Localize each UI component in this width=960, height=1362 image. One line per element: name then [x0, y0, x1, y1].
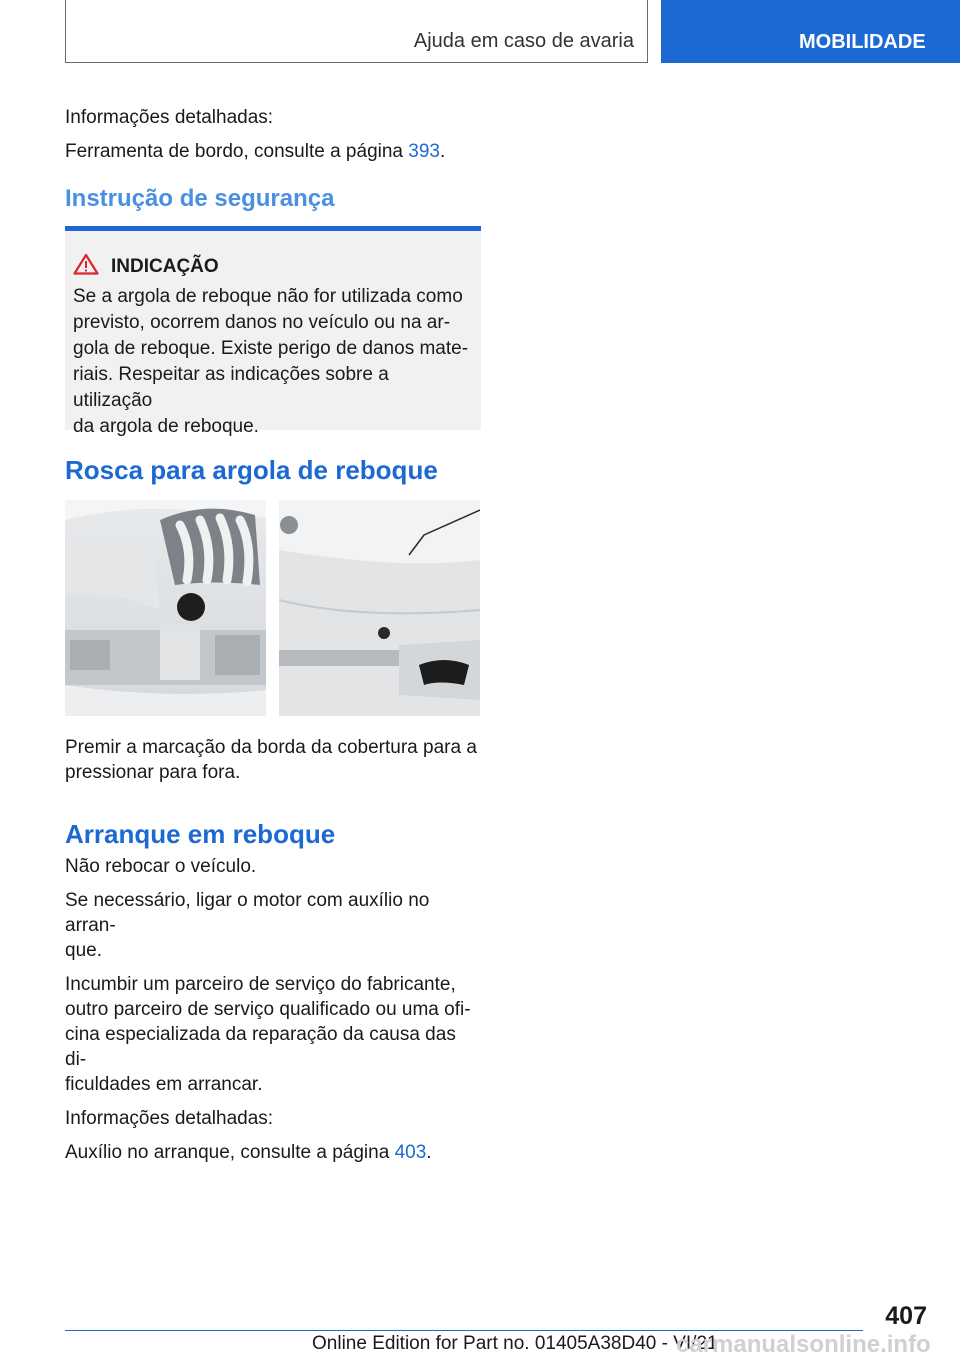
tow-start-p2-line-1: Se necessário, ligar o motor com auxílio no arran-: [65, 890, 430, 936]
thread-caption: [65, 735, 481, 785]
intro-info-label: Informações detalhadas:: [65, 107, 274, 128]
tow-start-p3-line-1: Incumbir um parceiro de serviço do fabricante,: [65, 974, 456, 995]
tow-start-p2-line-2: que.: [65, 940, 102, 961]
tow-start-info-label: Informações detalhadas:: [65, 1108, 274, 1129]
tow-start-ref-text: Auxílio no arranque, consulte a página: [65, 1142, 395, 1163]
warning-box: [65, 226, 481, 437]
warning-line-3: gola de reboque. Existe perigo de danos mate-: [73, 338, 469, 359]
intro-reference: [65, 139, 481, 164]
tow-start-p3-line-4: ficuldades em arrancar.: [65, 1074, 263, 1095]
page-link-393[interactable]: 393: [408, 141, 440, 162]
header-chapter-tab[interactable]: [661, 0, 960, 63]
watermark: carmanualsonline.info: [676, 1331, 931, 1358]
tow-start-p3-line-2: outro parceiro de serviço qualificado ou uma ofi-: [65, 999, 471, 1020]
tow-start-reference: [65, 1140, 481, 1165]
warning-line-2: previsto, ocorrem danos no veículo ou na ar-: [73, 312, 451, 333]
page-number: 407: [885, 1302, 927, 1330]
warning-title: INDICAÇÃO: [111, 255, 219, 277]
warning-header: [73, 253, 471, 280]
warning-line-1: Se a argola de reboque não for utilizada como: [73, 286, 463, 307]
tow-start-heading: Arranque em reboque: [65, 819, 336, 849]
header-section-title: Ajuda em caso de avaria: [413, 30, 634, 52]
warning-line-4: riais. Respeitar as indicações sobre a utilização: [73, 364, 389, 411]
warning-triangle-icon: [73, 253, 99, 280]
thread-heading: Rosca para argola de reboque: [65, 455, 438, 485]
intro-block: [65, 105, 481, 164]
tow-start-ref-end: .: [426, 1142, 432, 1163]
tow-start-section: [65, 819, 481, 1165]
intro-ref-end: .: [439, 141, 446, 162]
warning-line-5: da argola de reboque.: [73, 416, 259, 437]
tow-start-p1: Não rebocar o veículo.: [65, 856, 257, 877]
header-chapter-label: MOBILIDADE: [799, 31, 926, 53]
rear-bumper-image: [279, 500, 480, 716]
intro-ref-text: Ferramenta de bordo, consulte a página: [65, 141, 409, 162]
page-link-403[interactable]: 403: [394, 1142, 427, 1163]
edition-text: Online Edition for Part no. 01405A38D40 - VI/21: [312, 1333, 718, 1354]
thread-caption-line-2: pressionar para fora.: [65, 762, 241, 783]
front-bumper-image: [65, 500, 266, 716]
thread-caption-line-1: Premir a marcação da borda da cobertura para a: [65, 737, 477, 758]
tow-start-p3-line-3: cina especializada da reparação da causa das di-: [65, 1024, 456, 1070]
safety-heading: Instrução de segurança: [65, 185, 335, 212]
